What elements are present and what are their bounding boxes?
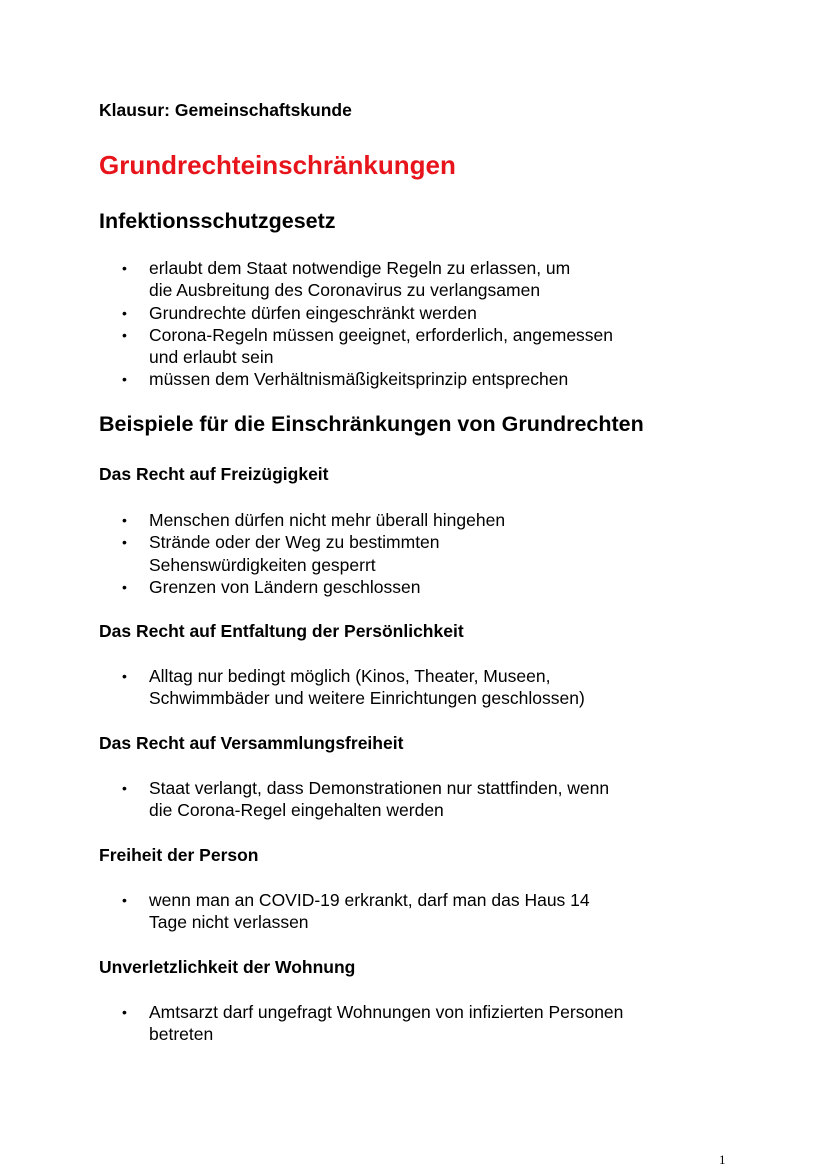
subheading-unverletzlichkeit: Unverletzlichkeit der Wohnung <box>99 957 356 977</box>
list-item-text: Menschen dürfen nicht mehr überall hingehen <box>149 510 506 530</box>
list-item-text: Grenzen von Ländern geschlossen <box>149 576 421 597</box>
list-item <box>0 531 709 576</box>
list-item <box>0 324 709 369</box>
bullet: • <box>122 578 127 595</box>
bullet: • <box>122 1004 127 1020</box>
list-item <box>0 509 709 531</box>
subheading-entfaltung: Das Recht auf Entfaltung der Persönlichkeit <box>99 621 464 641</box>
bullet: • <box>122 512 127 528</box>
list-unverletzlichkeit <box>0 1001 828 1046</box>
list-item-text: müssen dem Verhältnismäßigkeitsprinzip entsprechen <box>149 369 569 390</box>
list-item <box>0 889 709 934</box>
list-item <box>0 302 709 324</box>
list-item-text: Alltag nur bedingt möglich (Kinos, Theater, Museen, Schwimmbäder und weitere Einrichtungen geschlossen) <box>149 666 585 709</box>
list-item-text: Corona-Regeln müssen geeignet, erforderlich, angemessen und erlaubt sein <box>149 324 614 368</box>
list-item-text: erlaubt dem Staat notwendige Regeln zu erlassen, um die Ausbreitung des Coronavirus zu verlangsamen <box>149 258 571 301</box>
list-entfaltung <box>0 665 828 710</box>
list-item-text: wenn man an COVID-19 erkrankt, darf man das Haus 14 Tage nicht verlassen <box>149 890 590 933</box>
bullet: • <box>122 260 127 276</box>
bullet: • <box>122 892 127 908</box>
section-heading-beispiele: Beispiele für die Einschränkungen von Grundrechten <box>99 412 644 436</box>
subheading-freizuegigkeit: Das Recht auf Freizügigkeit <box>99 464 329 484</box>
exam-label: Klausur: Gemeinschaftskunde <box>99 100 352 120</box>
list-item <box>0 368 709 390</box>
list-item <box>0 257 709 302</box>
list-item-text: Amtsarzt darf ungefragt Wohnungen von infizierten Personen betreten <box>149 1002 624 1045</box>
list-item <box>0 665 709 710</box>
bullet: • <box>122 780 127 796</box>
list-item <box>0 576 709 598</box>
list-versammlungsfreiheit <box>0 777 828 822</box>
list-item-text: Grundrechte dürfen eingeschränkt werden <box>149 302 477 323</box>
list-item-text: Staat verlangt, dass Demonstrationen nur stattfinden, wenn die Corona-Regel eingehalten werden <box>149 778 610 821</box>
bullet: • <box>122 304 127 321</box>
bullet: • <box>122 371 127 388</box>
subheading-freiheit-der-person: Freiheit der Person <box>99 845 259 865</box>
bullet: • <box>122 326 127 343</box>
document-title: Grundrechteinschränkungen <box>99 150 456 180</box>
bullet: • <box>122 668 127 684</box>
subheading-versammlungsfreiheit: Das Recht auf Versammlungsfreiheit <box>99 733 404 753</box>
bullet: • <box>122 534 127 551</box>
page-number: 1 <box>719 1152 726 1167</box>
section-heading-infektionsschutzgesetz: Infektionsschutzgesetz <box>99 209 336 233</box>
list-item-text: Strände oder der Weg zu bestimmten Sehenswürdigkeiten gesperrt <box>149 532 440 575</box>
list-freizuegigkeit <box>0 509 828 598</box>
list-freiheit-der-person <box>0 889 828 934</box>
list-item <box>0 777 709 822</box>
list-infektionsschutzgesetz <box>0 257 828 391</box>
list-item <box>0 1001 709 1046</box>
